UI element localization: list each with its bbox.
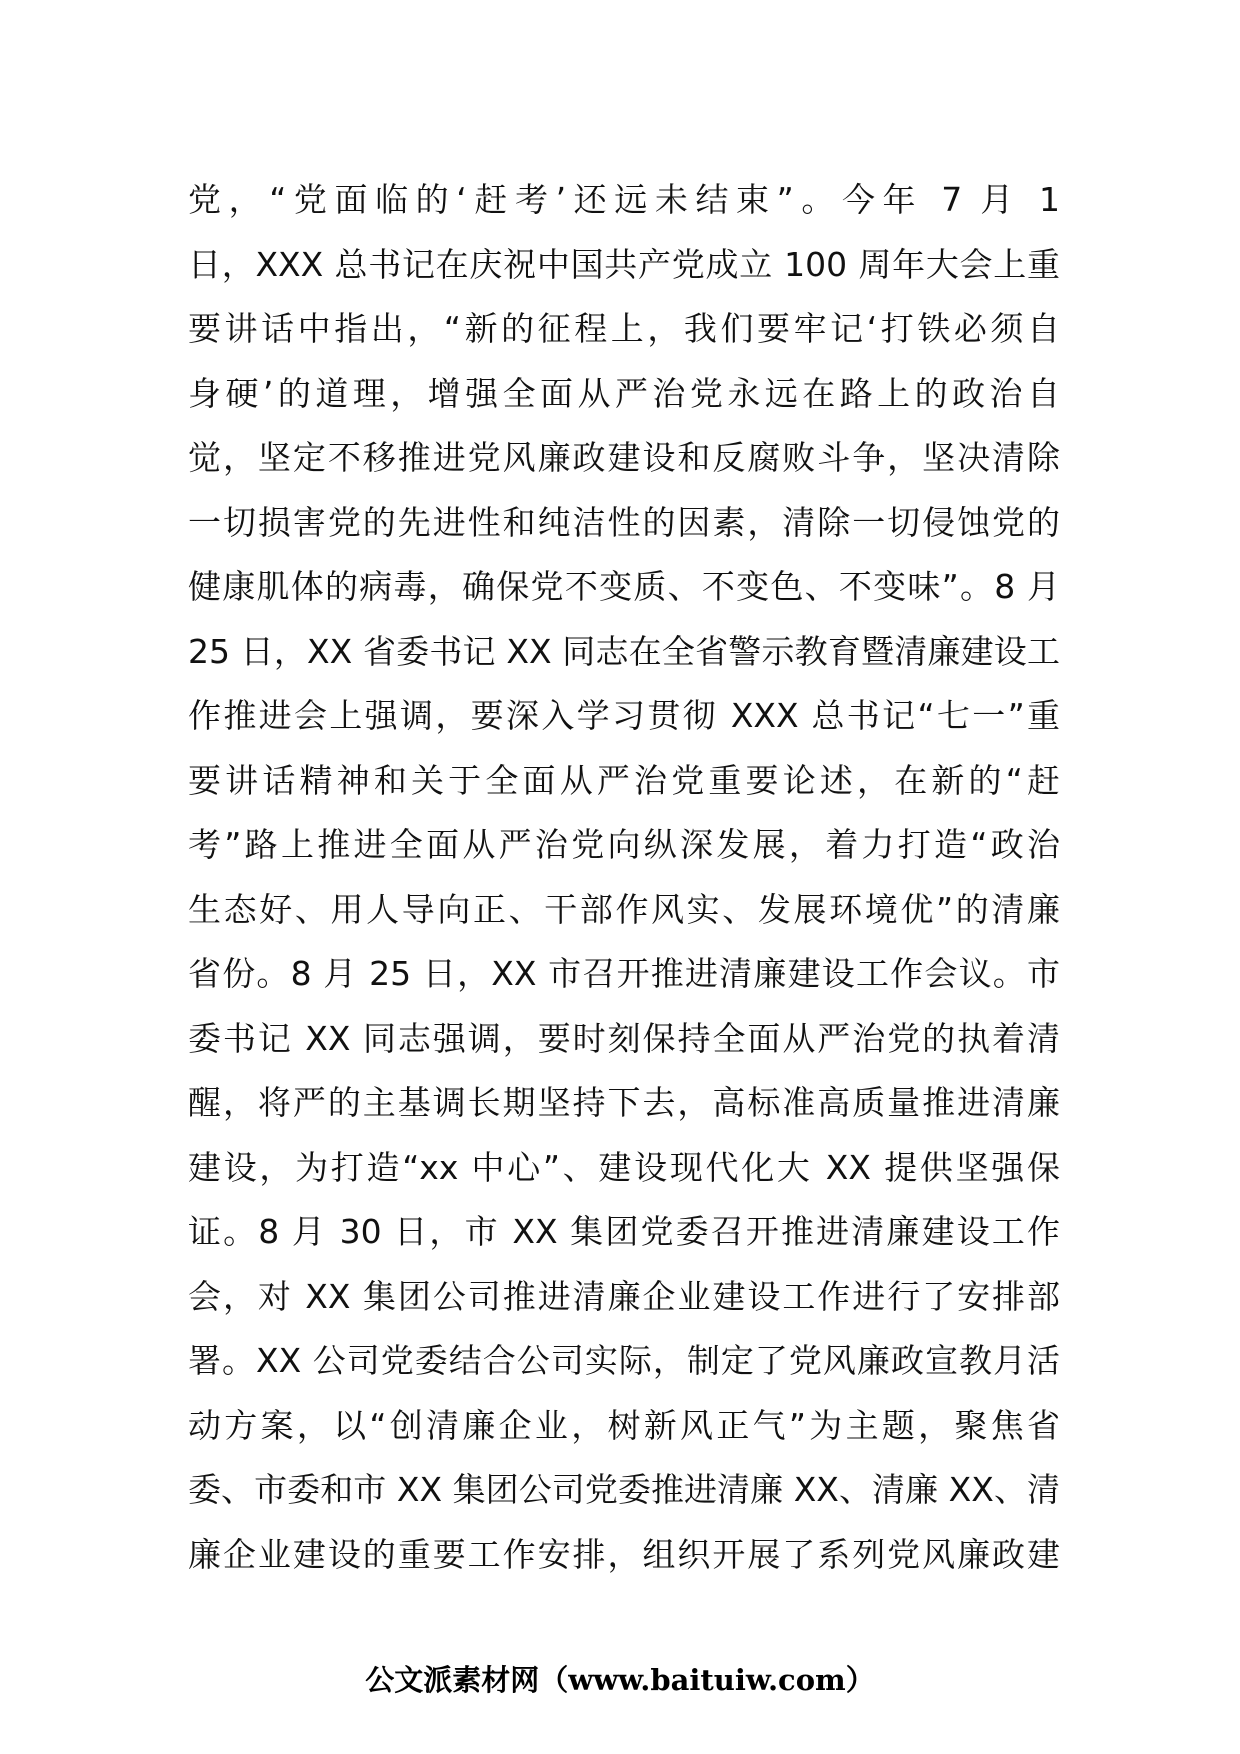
text-line: 署。XX 公司党委结合公司实际，制定了党风廉政宣教月活 <box>188 1341 1060 1380</box>
text-line: 动方案，以“创清廉企业，树新风正气”为主题，聚焦省 <box>188 1405 1060 1445</box>
body-paragraph <box>188 168 1060 1587</box>
text-line: 一切损害党的先进性和纯洁性的因素，清除一切侵蚀党的 <box>188 502 1060 542</box>
text-line: 党，“党面临的‘赶考’还远未结束”。今年 7 月 1 <box>188 180 1060 219</box>
text-line: 建设，为打造“xx 中心”、建设现代化大 XX 提供坚强保 <box>188 1147 1060 1187</box>
text-line: 身硬’的道理，增强全面从严治党永远在路上的政治自 <box>188 373 1060 413</box>
text-line: 会，对 XX 集团公司推进清廉企业建设工作进行了安排部 <box>188 1276 1060 1316</box>
text-line: 25 日，XX 省委书记 XX 同志在全省警示教育暨清廉建设工 <box>188 631 1060 671</box>
text-line: 要讲话精神和关于全面从严治党重要论述，在新的“赶 <box>188 760 1060 800</box>
text-line: 健康肌体的病毒，确保党不变质、不变色、不变味”。8 月 <box>188 567 1060 606</box>
text-line: 醒，将严的主基调长期坚持下去，高标准高质量推进清廉 <box>188 1083 1060 1122</box>
text-line: 委、市委和市 XX 集团公司党委推进清廉 XX、清廉 XX、清 <box>188 1470 1060 1509</box>
text-line: 考”路上推进全面从严治党向纵深发展，着力打造“政治 <box>188 825 1060 864</box>
text-line: 委书记 XX 同志强调，要时刻保持全面从严治党的执着清 <box>188 1018 1060 1058</box>
text-line: 生态好、用人导向正、干部作风实、发展环境优”的清廉 <box>188 889 1060 929</box>
text-line: 要讲话中指出，“新的征程上，我们要牢记‘打铁必须自 <box>188 309 1060 348</box>
text-line: 证。8 月 30 日，市 XX 集团党委召开推进清廉建设工作 <box>188 1212 1060 1251</box>
text-line: 作推进会上强调，要深入学习贯彻 XXX 总书记“七一”重 <box>188 696 1060 735</box>
footer-watermark: 公文派素材网（www.baituiw.com） <box>365 1663 875 1697</box>
text-line: 日，XXX 总书记在庆祝中国共产党成立 100 周年大会上重 <box>188 244 1060 284</box>
text-line: 省份。8 月 25 日，XX 市召开推进清廉建设工作会议。市 <box>188 954 1060 993</box>
text-line: 廉企业建设的重要工作安排，组织开展了系列党风廉政建 <box>188 1534 1060 1574</box>
text-line: 觉，坚定不移推进党风廉政建设和反腐败斗争，坚决清除 <box>188 438 1060 477</box>
